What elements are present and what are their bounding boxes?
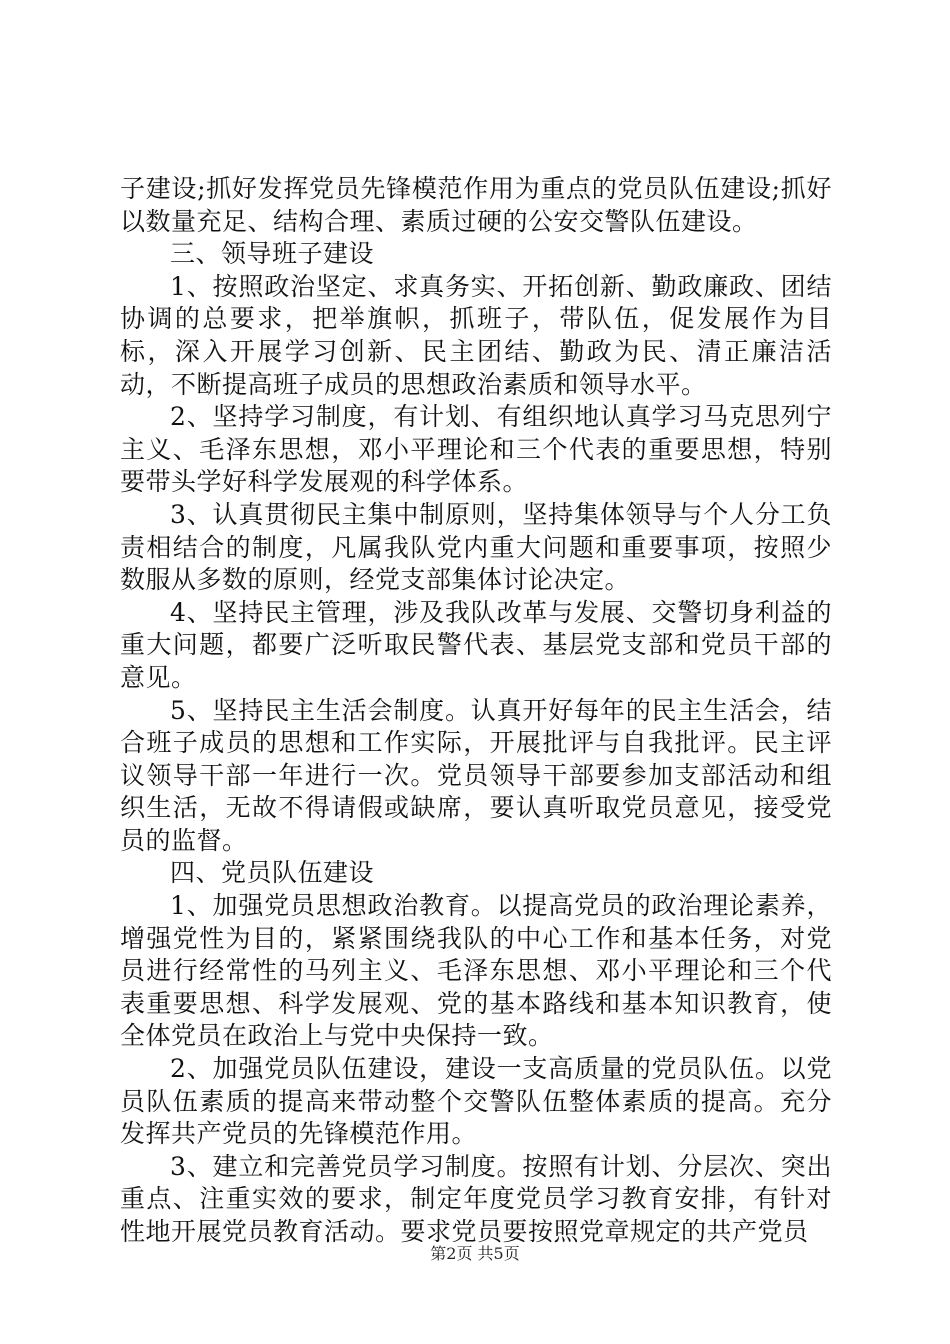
page-number-label: 第2页 共5页 <box>430 1244 520 1263</box>
paragraph-leadership-3: 3、认真贯彻民主集中制原则，坚持集体领导与个人分工负责相结合的制度，凡属我队党内重大问题和重要事项，按照少数服从多数的原则，经党支部集体讨论决定。 <box>120 499 832 595</box>
paragraph-members-2: 2、加强党员队伍建设，建设一支高质量的党员队伍。以党员队伍素质的提高来带动整个交警队伍整体素质的提高。充分发挥共产党员的先锋模范作用。 <box>120 1054 832 1149</box>
paragraph-leadership-5: 5、坚持民主生活会制度。认真开好每年的民主生活会，结合班子成员的思想和工作实际，开展批评与自我批评。民主评议领导干部一年进行一次。党员领导干部要参加支部活动和组织生活，无故不得请假或缺席，要认真听取党员意见，接受党员的监督。 <box>120 695 832 855</box>
paragraph-leadership-1: 1、按照政治坚定、求真务实、开拓创新、勤政廉政、团结协调的总要求，把举旗帜，抓班子，带队伍，促发展作为目标，深入开展学习创新、民主团结、勤政为民、清正廉洁活动，不断提高班子成员的思想政治素质和领导水平。 <box>120 271 832 399</box>
section-heading-party-members: 四、党员队伍建设 <box>170 858 375 888</box>
paragraph-members-1: 1、加强党员思想政治教育。以提高党员的政治理论素养，增强党性为目的，紧紧围绕我队的中心工作和基本任务，对党员进行经常性的马列主义、毛泽东思想、邓小平理论和三个代表重要思想、科学发展观、党的基本路线和基本知识教育，使全体党员在政治上与党中央保持一致。 <box>120 891 832 1051</box>
document-body <box>120 173 832 1249</box>
paragraph-members-3: 3、建立和完善党员学习制度。按照有计划、分层次、突出重点、注重实效的要求，制定年度党员学习教育安排，有针对性地开展党员教育活动。要求党员要按照党章规定的共产党员 <box>120 1151 832 1246</box>
paragraph-leadership-4: 4、坚持民主管理，涉及我队改革与发展、交警切身利益的重大问题，都要广泛听取民警代表、基层党支部和党员干部的意见。 <box>120 597 832 692</box>
paragraph-leadership-2: 2、坚持学习制度，有计划、有组织地认真学习马克思列宁主义、毛泽东思想，邓小平理论和三个代表的重要思想，特别要带头学好科学发展观的科学体系。 <box>120 402 832 497</box>
page-footer <box>0 1244 950 1264</box>
paragraph-continuation: 子建设;抓好发挥党员先锋模范作用为重点的党员队伍建设;抓好以数量充足、结构合理、素质过硬的公安交警队伍建设。 <box>120 174 832 236</box>
section-heading-leadership: 三、领导班子建设 <box>170 239 375 269</box>
